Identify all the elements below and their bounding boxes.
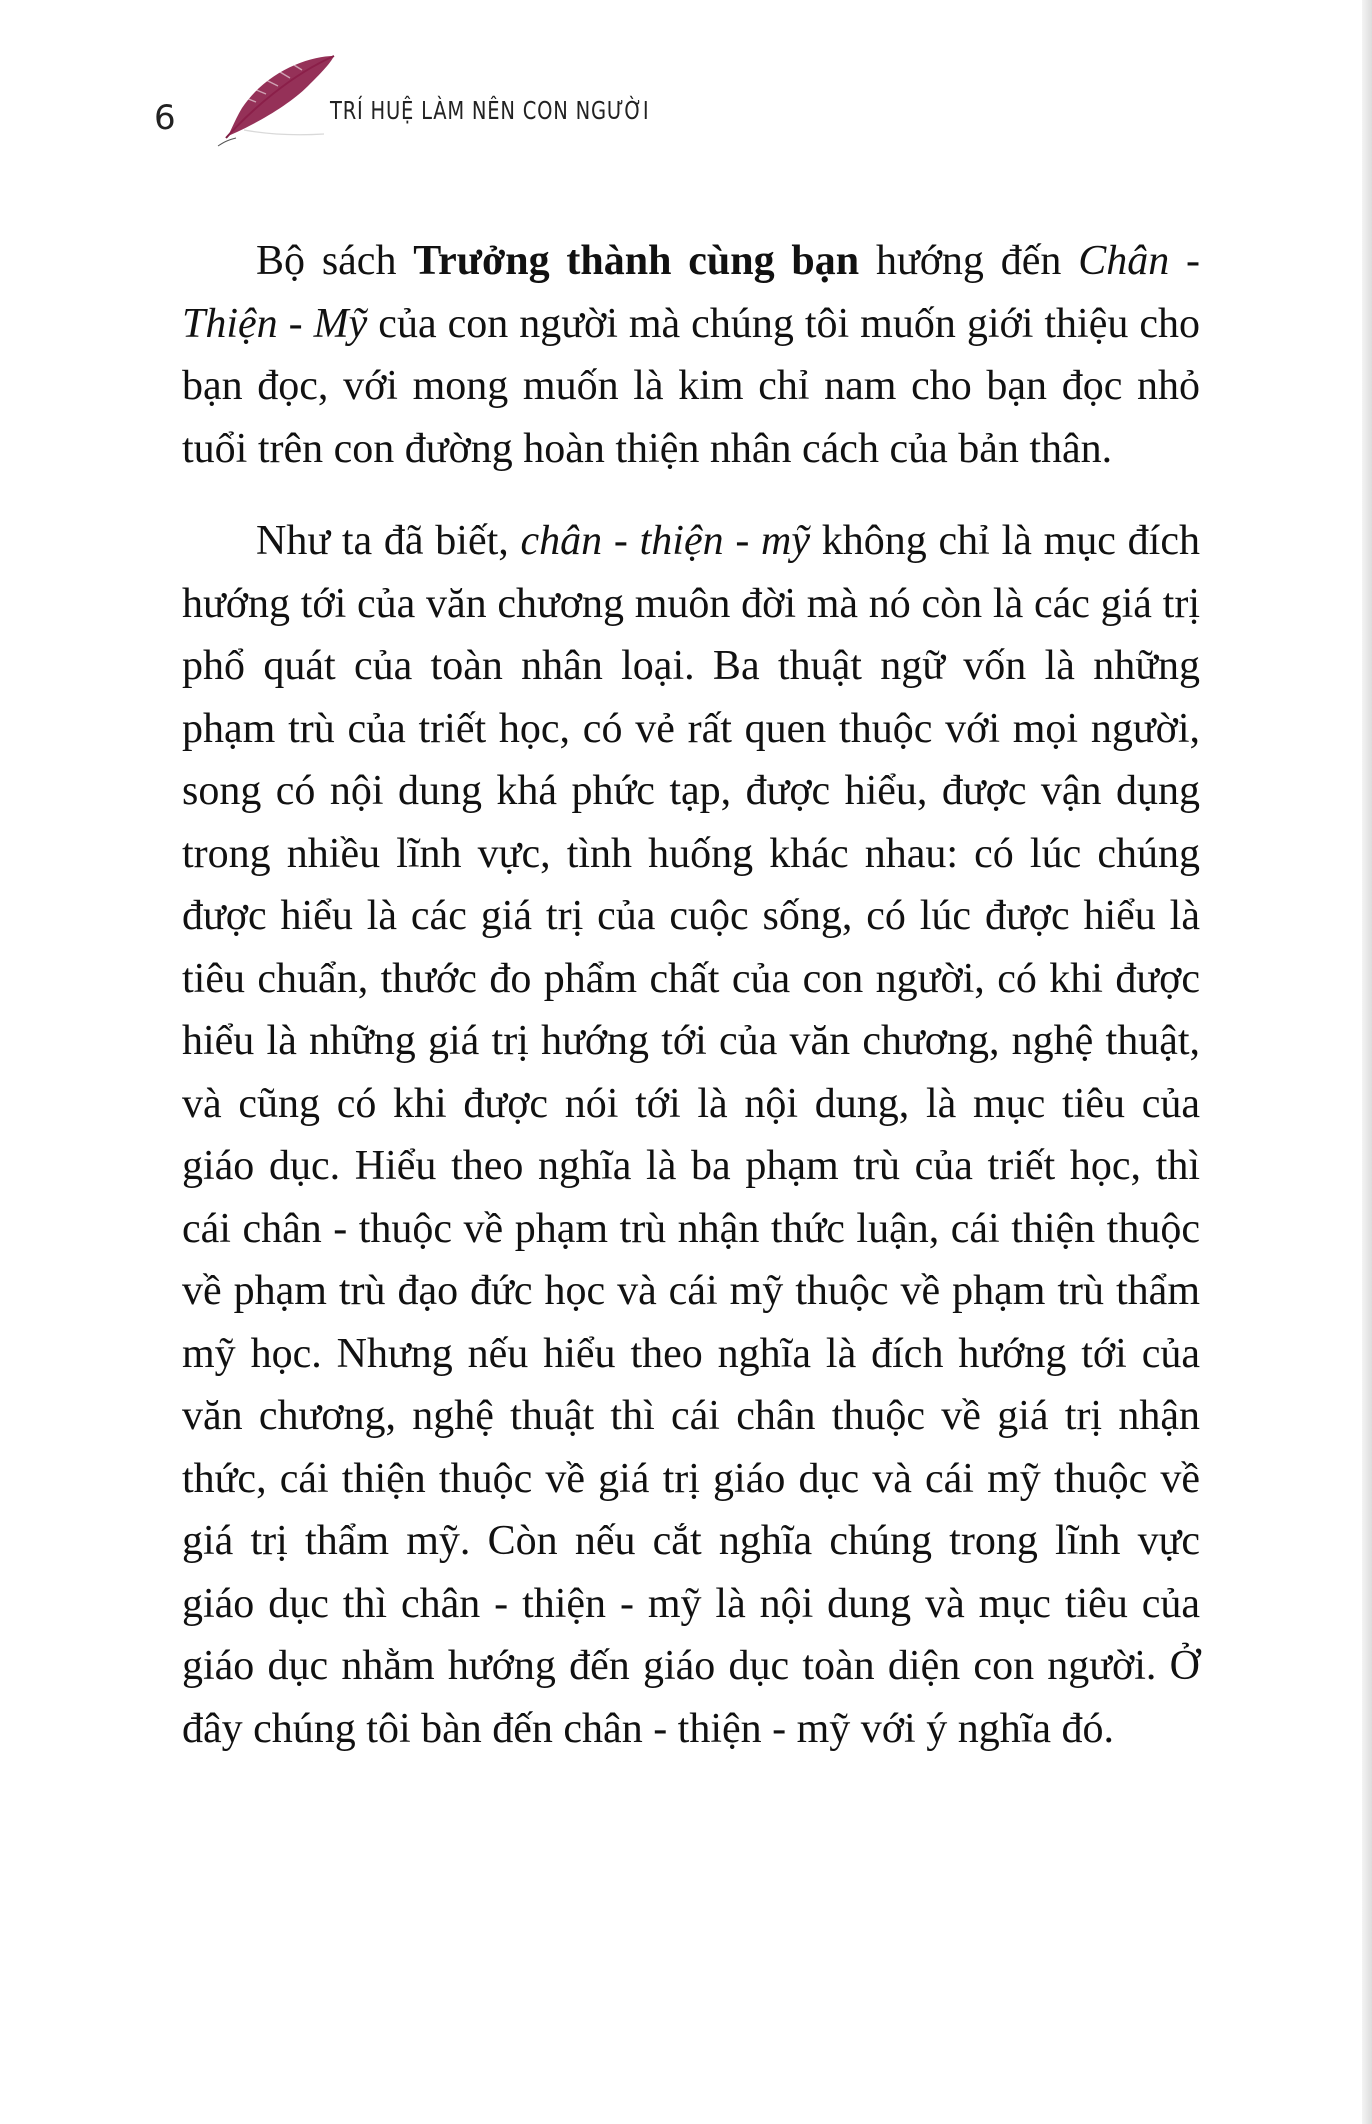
paragraph-1-text-c: của con người mà chúng tôi muốn giới thiệu cho bạn đọc, với mong muốn là kim chỉ nam cho bạn đọc nhỏ tuổi trên con đường hoàn thiện nhân cách của bản thân. (182, 300, 1200, 472)
body-text (182, 230, 1200, 1760)
page-number: 6 (154, 98, 176, 138)
ideals-italic: Chân - Thiện - Mỹ (182, 238, 1200, 347)
paragraph-1-text-a: Bộ sách (256, 238, 414, 284)
series-title: Trưởng thành cùng bạn (413, 238, 860, 284)
ideals-italic-lowercase: chân - thiện - mỹ (520, 518, 811, 564)
paragraph-1 (182, 230, 1200, 480)
paragraph-2-text-b: không chỉ là mục đích hướng tới của văn chương muôn đời mà nó còn là các giá trị phổ quát của toàn nhân loại. Ba thuật ngữ vốn là những phạm trù của triết học, có vẻ rất quen thuộc với mọi người, song có nội dung khá phức tạp, được hiểu, được vận dụng trong nhiều lĩnh vực, tình huống khác nhau: có lúc chúng được hiểu là các giá trị của cuộc sống, có lúc được hiểu là tiêu chuẩn, thước đo phẩm chất của con người, có khi được hiểu là những giá trị hướng tới của văn chương, nghệ thuật, và cũng có khi được nói tới là nội dung, là mục tiêu của giáo dục. Hiểu theo nghĩa là ba phạm trù của triết học, thì cái chân - thuộc về phạm trù nhận thức luận, cái thiện thuộc về phạm trù đạo đức học và cái mỹ thuộc về phạm trù thẩm mỹ học. Nhưng nếu hiểu theo nghĩa là đích hướng tới của văn chương, nghệ thuật thì cái chân thuộc về giá trị nhận thức, cái thiện thuộc về giá trị giáo dục và cái mỹ thuộc về giá trị thẩm mỹ. Còn nếu cắt nghĩa chúng trong lĩnh vực giáo dục thì chân - thiện - mỹ là nội dung và mục tiêu của giáo dục nhằm hướng đến giáo dục toàn diện con người. Ở đây chúng tôi bàn đến chân - thiện - mỹ với ý nghĩa đó. (182, 518, 1200, 1752)
running-title: TRÍ HUỆ LÀM NÊN CON NGƯỜI (330, 96, 650, 125)
page-edge-shadow (1362, 0, 1372, 2124)
paragraph-2 (182, 510, 1200, 1760)
quill-feather-icon (196, 50, 346, 150)
page-header (150, 50, 1250, 160)
paragraph-1-text-b: hướng đến (859, 238, 1079, 284)
paragraph-2-text-a: Như ta đã biết, (256, 518, 521, 564)
